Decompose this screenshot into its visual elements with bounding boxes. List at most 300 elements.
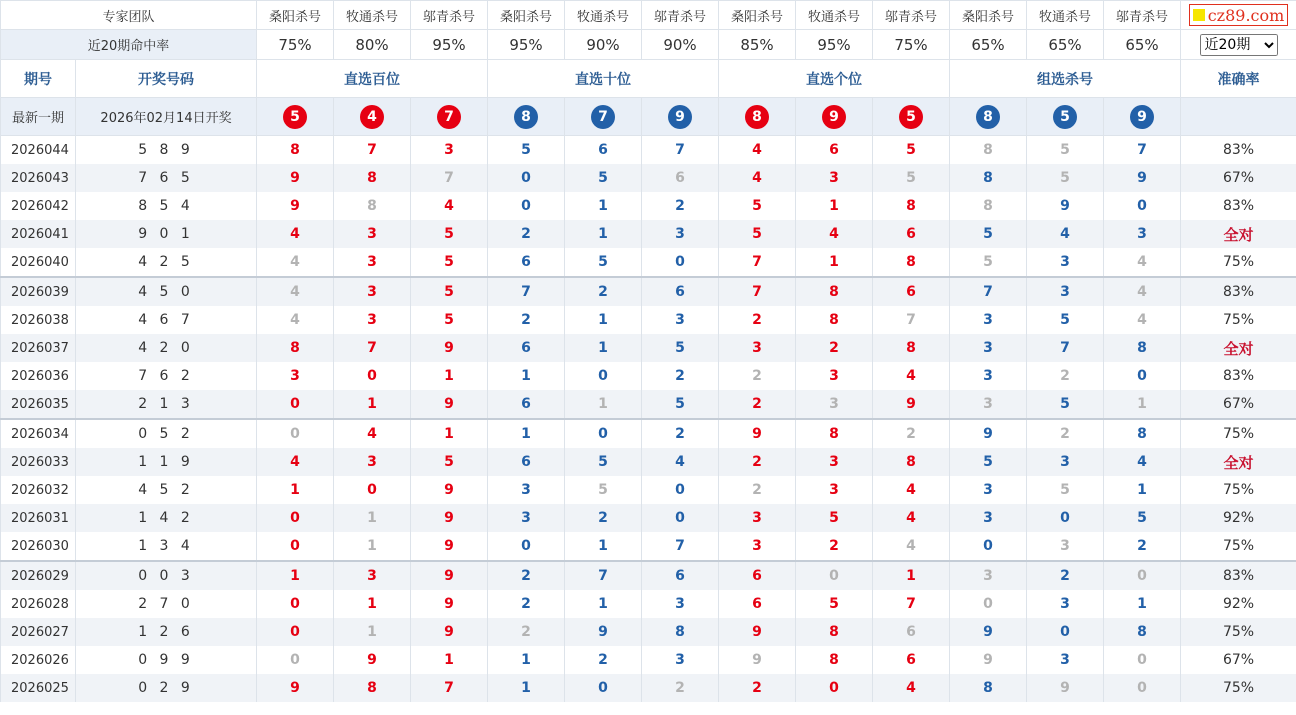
team-label: 专家团队 [1, 1, 257, 30]
kill-number-cell: 4 [1104, 248, 1181, 277]
kill-number-cell: 7 [873, 306, 950, 334]
prediction-ball: 9 [1130, 105, 1154, 129]
kill-number-cell: 7 [719, 248, 796, 277]
period-select-cell [1181, 30, 1296, 60]
kill-number-cell: 5 [488, 136, 565, 165]
kill-number-cell: 1 [488, 419, 565, 448]
kill-number-cell: 6 [642, 277, 719, 306]
kill-number-cell: 3 [1104, 220, 1181, 248]
kill-number-cell: 8 [796, 277, 873, 306]
kill-number-cell: 6 [488, 390, 565, 419]
kill-number-cell: 1 [565, 334, 642, 362]
expert-name: 桑阳杀号 [950, 1, 1027, 30]
kill-number-cell: 3 [796, 362, 873, 390]
kill-number-cell: 8 [873, 334, 950, 362]
kill-number-cell: 2 [642, 192, 719, 220]
draw-number-cell: 2 1 3 [76, 390, 257, 419]
kill-number-cell: 5 [796, 504, 873, 532]
hit-rate: 95% [488, 30, 565, 60]
draw-number-cell: 8 5 4 [76, 192, 257, 220]
draw-number-cell: 0 0 3 [76, 561, 257, 590]
kill-number-cell: 4 [873, 362, 950, 390]
kill-number-cell: 9 [334, 646, 411, 674]
kill-number-cell: 9 [411, 334, 488, 362]
kill-number-cell: 0 [334, 476, 411, 504]
period-cell: 2026044 [1, 136, 76, 165]
accuracy-cell: 75% [1181, 618, 1296, 646]
kill-number-cell: 1 [488, 674, 565, 702]
kill-number-cell: 9 [950, 419, 1027, 448]
kill-number-cell: 4 [642, 448, 719, 476]
kill-number-cell: 7 [873, 590, 950, 618]
kill-number-cell: 4 [257, 277, 334, 306]
kill-number-cell: 0 [1104, 362, 1181, 390]
kill-number-cell: 4 [1027, 220, 1104, 248]
table-row [1, 164, 1296, 192]
prediction-ball: 9 [668, 105, 692, 129]
prediction-ball: 4 [360, 105, 384, 129]
kill-number-cell: 4 [1104, 306, 1181, 334]
period-cell: 2026033 [1, 448, 76, 476]
kill-number-cell: 0 [488, 192, 565, 220]
table-row [1, 419, 1296, 448]
kill-number-cell: 0 [257, 618, 334, 646]
kill-number-cell: 0 [1027, 618, 1104, 646]
period-cell: 2026031 [1, 504, 76, 532]
latest-accuracy-empty [1181, 98, 1296, 136]
hit-rate: 90% [565, 30, 642, 60]
kill-number-cell: 0 [257, 504, 334, 532]
kill-number-cell: 3 [719, 504, 796, 532]
kill-number-cell: 0 [334, 362, 411, 390]
kill-number-cell: 1 [334, 618, 411, 646]
table-row [1, 674, 1296, 702]
latest-ball-cell [642, 98, 719, 136]
hit-rate: 95% [411, 30, 488, 60]
table-row [1, 390, 1296, 419]
kill-number-cell: 2 [796, 334, 873, 362]
kill-number-cell: 1 [411, 419, 488, 448]
kill-number-cell: 5 [719, 220, 796, 248]
kill-number-cell: 5 [411, 448, 488, 476]
kill-number-cell: 8 [873, 448, 950, 476]
kill-number-cell: 4 [719, 136, 796, 165]
expert-name: 桑阳杀号 [257, 1, 334, 30]
latest-label: 最新一期 [1, 98, 76, 136]
kill-number-cell: 8 [1104, 618, 1181, 646]
kill-number-cell: 3 [1027, 277, 1104, 306]
kill-number-cell: 3 [334, 561, 411, 590]
latest-ball-cell [873, 98, 950, 136]
kill-number-cell: 5 [1104, 504, 1181, 532]
kill-number-cell: 2 [1027, 561, 1104, 590]
kill-number-cell: 0 [642, 476, 719, 504]
latest-ball-cell [796, 98, 873, 136]
kill-number-cell: 1 [411, 362, 488, 390]
accuracy-cell: 75% [1181, 419, 1296, 448]
kill-number-cell: 3 [488, 504, 565, 532]
draw-number-cell: 0 9 9 [76, 646, 257, 674]
kill-number-cell: 8 [950, 164, 1027, 192]
table-row [1, 532, 1296, 561]
latest-ball-cell [411, 98, 488, 136]
kill-number-cell: 9 [411, 561, 488, 590]
prediction-ball: 9 [822, 105, 846, 129]
kill-number-cell: 3 [642, 220, 719, 248]
kill-number-cell: 3 [950, 362, 1027, 390]
kill-number-cell: 9 [719, 646, 796, 674]
group-header-combo: 组选杀号 [950, 60, 1181, 98]
kill-number-cell: 5 [642, 390, 719, 419]
kill-number-cell: 2 [488, 220, 565, 248]
kill-number-cell: 8 [1104, 419, 1181, 448]
kill-number-cell: 8 [334, 164, 411, 192]
hit-rate: 90% [642, 30, 719, 60]
kill-number-cell: 7 [950, 277, 1027, 306]
expert-name: 邬青杀号 [873, 1, 950, 30]
hit-rate: 85% [719, 30, 796, 60]
kill-number-cell: 7 [411, 674, 488, 702]
logo-cell [1181, 1, 1296, 30]
kill-number-cell: 5 [1027, 164, 1104, 192]
kill-number-cell: 3 [796, 164, 873, 192]
latest-ball-cell [257, 98, 334, 136]
kill-number-cell: 0 [257, 590, 334, 618]
kill-number-cell: 5 [642, 334, 719, 362]
kill-number-cell: 6 [488, 334, 565, 362]
draw-number-cell: 7 6 2 [76, 362, 257, 390]
kill-number-cell: 2 [642, 419, 719, 448]
kill-number-cell: 4 [873, 504, 950, 532]
period-cell: 2026025 [1, 674, 76, 702]
kill-number-cell: 9 [719, 419, 796, 448]
kill-number-cell: 5 [1027, 390, 1104, 419]
kill-number-cell: 3 [642, 306, 719, 334]
kill-number-cell: 6 [873, 220, 950, 248]
kill-number-cell: 3 [796, 476, 873, 504]
kill-number-cell: 9 [411, 532, 488, 561]
kill-number-cell: 9 [719, 618, 796, 646]
kill-number-cell: 7 [642, 136, 719, 165]
kill-number-cell: 9 [411, 618, 488, 646]
group-header-tens: 直选十位 [488, 60, 719, 98]
kill-number-cell: 2 [1027, 362, 1104, 390]
kill-number-cell: 7 [334, 136, 411, 165]
draw-number-cell: 1 3 4 [76, 532, 257, 561]
draw-number-cell: 1 4 2 [76, 504, 257, 532]
hit-rate: 75% [873, 30, 950, 60]
kill-number-cell: 6 [873, 646, 950, 674]
kill-number-cell: 5 [873, 164, 950, 192]
draw-number-cell: 7 6 5 [76, 164, 257, 192]
kill-number-cell: 2 [796, 532, 873, 561]
kill-number-cell: 3 [642, 590, 719, 618]
kill-number-cell: 2 [565, 504, 642, 532]
kill-number-cell: 8 [334, 192, 411, 220]
accuracy-cell: 83% [1181, 136, 1296, 165]
period-cell: 2026026 [1, 646, 76, 674]
kill-number-cell: 4 [257, 220, 334, 248]
kill-number-cell: 3 [1027, 532, 1104, 561]
kill-number-cell: 8 [1104, 334, 1181, 362]
expert-name: 桑阳杀号 [488, 1, 565, 30]
kill-number-cell: 8 [950, 136, 1027, 165]
accuracy-cell: 83% [1181, 561, 1296, 590]
kill-number-cell: 3 [642, 646, 719, 674]
kill-number-cell: 9 [950, 646, 1027, 674]
table-row [1, 362, 1296, 390]
kill-number-cell: 9 [257, 674, 334, 702]
expert-name: 牧通杀号 [565, 1, 642, 30]
draw-number-cell: 4 6 7 [76, 306, 257, 334]
table-row [1, 192, 1296, 220]
kill-number-cell: 0 [488, 164, 565, 192]
expert-header-row [1, 1, 1296, 30]
accuracy-cell: 75% [1181, 674, 1296, 702]
kill-number-cell: 1 [796, 248, 873, 277]
kill-number-cell: 6 [873, 277, 950, 306]
kill-number-cell: 5 [411, 306, 488, 334]
expert-name: 桑阳杀号 [719, 1, 796, 30]
accuracy-cell: 75% [1181, 532, 1296, 561]
latest-ball-cell [719, 98, 796, 136]
prediction-ball: 5 [899, 105, 923, 129]
table-row [1, 504, 1296, 532]
kill-number-cell: 5 [950, 248, 1027, 277]
kill-number-cell: 1 [488, 646, 565, 674]
prediction-ball: 8 [514, 105, 538, 129]
period-column-header: 期号 [1, 60, 76, 98]
group-header-hundreds: 直选百位 [257, 60, 488, 98]
period-cell: 2026036 [1, 362, 76, 390]
draw-number-cell: 0 5 2 [76, 419, 257, 448]
period-cell: 2026037 [1, 334, 76, 362]
period-cell: 2026041 [1, 220, 76, 248]
kill-number-cell: 2 [642, 674, 719, 702]
kill-number-cell: 0 [257, 390, 334, 419]
kill-number-cell: 2 [488, 618, 565, 646]
period-cell: 2026040 [1, 248, 76, 277]
kill-number-cell: 6 [488, 448, 565, 476]
kill-number-cell: 8 [873, 248, 950, 277]
kill-number-cell: 0 [1104, 646, 1181, 674]
period-cell: 2026035 [1, 390, 76, 419]
hit-rate: 95% [796, 30, 873, 60]
kill-number-cell: 4 [411, 192, 488, 220]
latest-date: 2026年02月14日开奖 [76, 98, 257, 136]
kill-number-cell: 4 [719, 164, 796, 192]
kill-number-cell: 0 [796, 561, 873, 590]
kill-number-cell: 3 [950, 390, 1027, 419]
prediction-ball: 8 [745, 105, 769, 129]
kill-number-cell: 6 [796, 136, 873, 165]
kill-number-cell: 2 [719, 674, 796, 702]
draw-number-cell: 2 7 0 [76, 590, 257, 618]
kill-number-cell: 6 [642, 164, 719, 192]
latest-ball-cell [1104, 98, 1181, 136]
kill-number-cell: 1 [565, 590, 642, 618]
accuracy-cell: 75% [1181, 248, 1296, 277]
kill-number-cell: 5 [719, 192, 796, 220]
kill-number-cell: 6 [488, 248, 565, 277]
kill-number-cell: 3 [796, 448, 873, 476]
accuracy-column-header: 准确率 [1181, 60, 1296, 98]
kill-number-cell: 1 [565, 220, 642, 248]
kill-number-cell: 7 [719, 277, 796, 306]
kill-number-cell: 1 [334, 390, 411, 419]
kill-number-cell: 8 [334, 674, 411, 702]
period-cell: 2026029 [1, 561, 76, 590]
kill-number-cell: 3 [411, 136, 488, 165]
draw-number-cell: 4 2 5 [76, 248, 257, 277]
period-cell: 2026042 [1, 192, 76, 220]
kill-number-cell: 4 [873, 476, 950, 504]
site-logo[interactable] [1189, 4, 1289, 26]
kill-number-cell: 0 [488, 532, 565, 561]
kill-number-cell: 5 [411, 220, 488, 248]
period-cell: 2026028 [1, 590, 76, 618]
kill-number-cell: 4 [873, 674, 950, 702]
prediction-ball: 7 [591, 105, 615, 129]
table-row [1, 334, 1296, 362]
kill-number-cell: 1 [334, 532, 411, 561]
latest-ball-cell [1027, 98, 1104, 136]
kill-number-cell: 3 [950, 561, 1027, 590]
kill-number-cell: 1 [1104, 390, 1181, 419]
hit-rate-label: 近20期命中率 [1, 30, 257, 60]
kill-number-cell: 0 [1027, 504, 1104, 532]
kill-number-cell: 8 [796, 306, 873, 334]
draw-number-cell: 5 8 9 [76, 136, 257, 165]
kill-number-cell: 1 [873, 561, 950, 590]
kill-number-cell: 8 [257, 136, 334, 165]
kill-number-cell: 6 [642, 561, 719, 590]
hit-rate: 65% [950, 30, 1027, 60]
period-range-select[interactable] [1200, 34, 1278, 56]
latest-prediction-row [1, 98, 1296, 136]
latest-ball-cell [488, 98, 565, 136]
kill-number-cell: 5 [565, 164, 642, 192]
kill-number-cell: 0 [796, 674, 873, 702]
latest-ball-cell [950, 98, 1027, 136]
prediction-ball: 8 [976, 105, 1000, 129]
kill-number-cell: 2 [719, 476, 796, 504]
hit-rate: 75% [257, 30, 334, 60]
kill-number-cell: 1 [796, 192, 873, 220]
kill-number-cell: 1 [1104, 476, 1181, 504]
kill-number-cell: 1 [565, 192, 642, 220]
kill-number-cell: 8 [796, 618, 873, 646]
period-cell: 2026039 [1, 277, 76, 306]
hit-rate: 80% [334, 30, 411, 60]
draw-number-cell: 1 2 6 [76, 618, 257, 646]
kill-number-cell: 6 [873, 618, 950, 646]
draw-number-cell: 4 5 2 [76, 476, 257, 504]
period-cell: 2026038 [1, 306, 76, 334]
kill-number-cell: 3 [719, 334, 796, 362]
kill-number-cell: 4 [334, 419, 411, 448]
kill-number-cell: 3 [950, 334, 1027, 362]
kill-number-cell: 3 [334, 306, 411, 334]
kill-number-cell: 0 [1104, 192, 1181, 220]
period-cell: 2026043 [1, 164, 76, 192]
accuracy-cell: 83% [1181, 362, 1296, 390]
kill-number-cell: 2 [565, 277, 642, 306]
kill-number-cell: 4 [1104, 448, 1181, 476]
accuracy-cell: 67% [1181, 390, 1296, 419]
kill-number-cell: 9 [411, 390, 488, 419]
kill-number-cell: 5 [565, 476, 642, 504]
kill-number-cell: 0 [565, 674, 642, 702]
accuracy-cell: 67% [1181, 164, 1296, 192]
kill-number-cell: 1 [565, 390, 642, 419]
kill-number-cell: 1 [565, 306, 642, 334]
kill-number-cell: 4 [257, 448, 334, 476]
kill-number-cell: 9 [257, 192, 334, 220]
table-row [1, 618, 1296, 646]
table-row [1, 590, 1296, 618]
kill-number-cell: 0 [257, 646, 334, 674]
kill-number-cell: 9 [411, 504, 488, 532]
kill-number-cell: 1 [411, 646, 488, 674]
kill-number-cell: 5 [1027, 136, 1104, 165]
table-row [1, 646, 1296, 674]
kill-number-cell: 3 [1027, 646, 1104, 674]
kill-number-cell: 2 [873, 419, 950, 448]
kill-number-cell: 2 [719, 390, 796, 419]
kill-number-cell: 5 [1027, 476, 1104, 504]
kill-number-cell: 5 [411, 277, 488, 306]
kill-number-cell: 9 [1104, 164, 1181, 192]
latest-ball-cell [334, 98, 411, 136]
kill-number-cell: 9 [950, 618, 1027, 646]
table-row [1, 561, 1296, 590]
kill-number-cell: 3 [719, 532, 796, 561]
kill-number-cell: 5 [1027, 306, 1104, 334]
kill-number-cell: 3 [950, 476, 1027, 504]
expert-name: 牧通杀号 [1027, 1, 1104, 30]
kill-number-cell: 1 [334, 590, 411, 618]
table-row [1, 306, 1296, 334]
kill-number-cell: 2 [719, 448, 796, 476]
accuracy-cell: 全对 [1181, 448, 1296, 476]
kill-number-cell: 2 [719, 362, 796, 390]
kill-number-cell: 7 [488, 277, 565, 306]
kill-number-cell: 3 [1027, 248, 1104, 277]
logo-text: cz89.com [1207, 5, 1285, 25]
kill-number-cell: 6 [719, 590, 796, 618]
kill-number-cell: 2 [488, 590, 565, 618]
kill-number-cell: 5 [411, 248, 488, 277]
expert-name: 邬青杀号 [411, 1, 488, 30]
table-row [1, 220, 1296, 248]
kill-number-cell: 0 [1104, 674, 1181, 702]
kill-number-cell: 3 [334, 448, 411, 476]
kill-number-cell: 2 [1027, 419, 1104, 448]
kill-number-cell: 3 [1027, 448, 1104, 476]
kill-number-cell: 0 [950, 532, 1027, 561]
accuracy-cell: 全对 [1181, 334, 1296, 362]
accuracy-cell: 92% [1181, 590, 1296, 618]
period-cell: 2026027 [1, 618, 76, 646]
kill-number-cell: 1 [1104, 590, 1181, 618]
kill-number-cell: 8 [257, 334, 334, 362]
column-header-row [1, 60, 1296, 98]
kill-number-cell: 2 [642, 362, 719, 390]
hit-rate: 65% [1027, 30, 1104, 60]
kill-number-cell: 0 [642, 504, 719, 532]
kill-number-cell: 4 [873, 532, 950, 561]
